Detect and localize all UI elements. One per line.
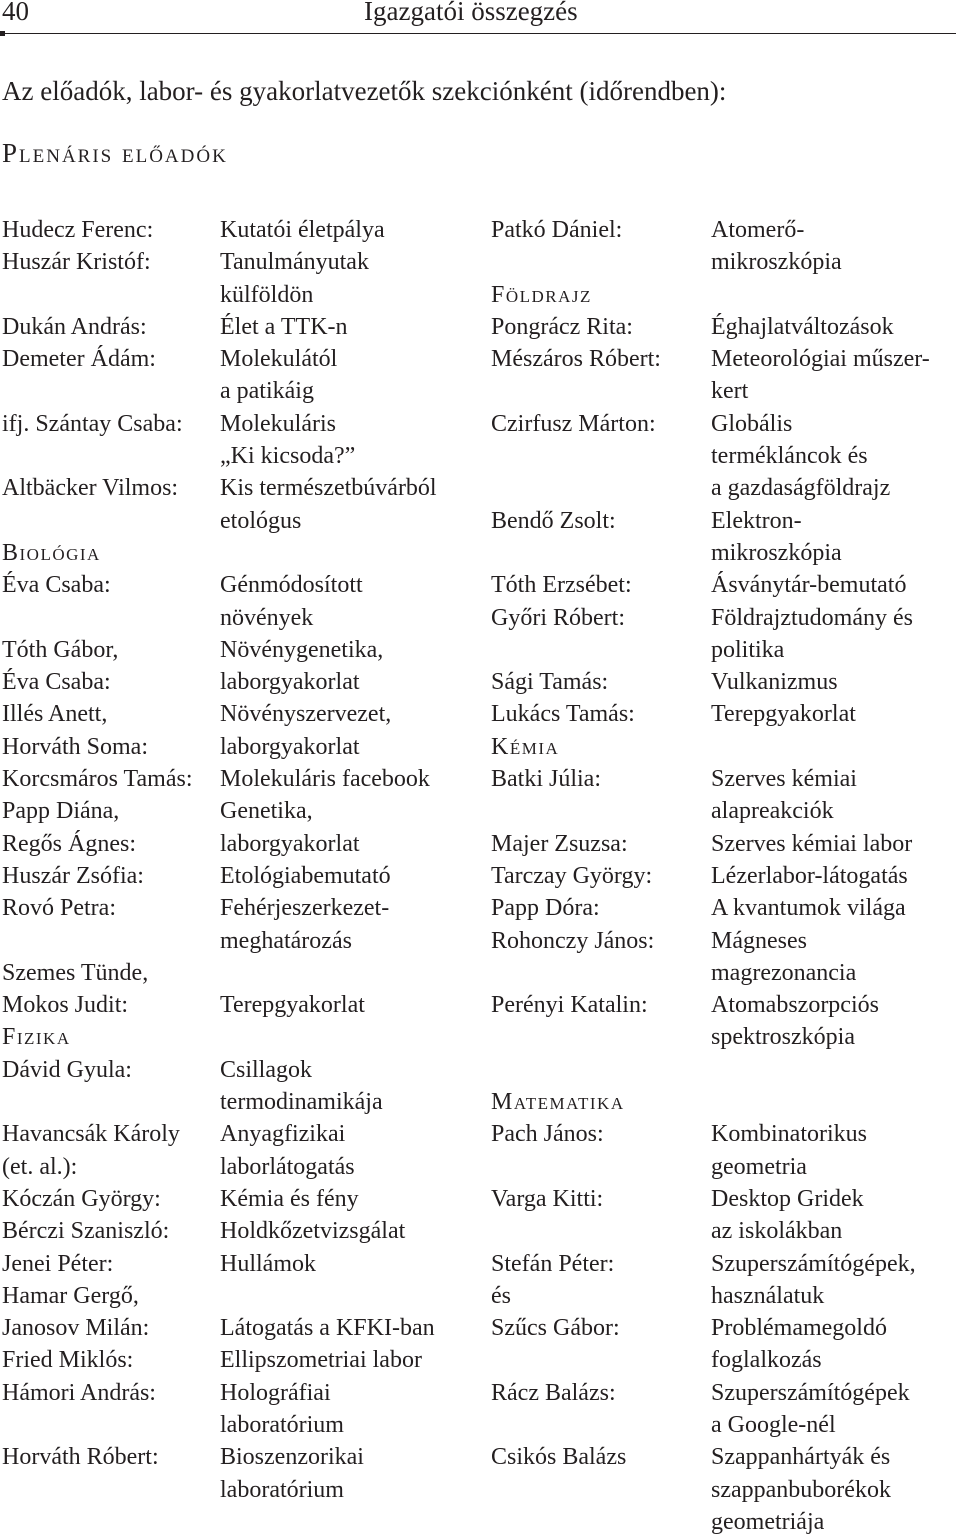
program-entry <box>2 892 437 957</box>
name-line: Mészáros Róbert: <box>491 346 661 373</box>
name-line <box>2 1474 220 1506</box>
topic-line: Szerves kémiai <box>711 766 857 793</box>
name-line: Csikós Balázs <box>491 1444 627 1471</box>
program-entry <box>2 569 437 634</box>
presenter-name <box>2 569 220 634</box>
topic-line: szappanbuborékok <box>711 1476 891 1503</box>
topic-line: Terepgyakorlat <box>220 992 365 1019</box>
presenter-name <box>491 343 711 408</box>
session-topic <box>711 828 912 860</box>
session-topic <box>711 408 890 505</box>
presenter-name <box>491 1441 711 1538</box>
topic-line: geometriája <box>711 1508 825 1535</box>
topic-line: Látogatás a KFKI-ban <box>220 1315 435 1342</box>
name-line: Pongrácz Rita: <box>491 313 633 340</box>
presenter-name <box>491 828 711 860</box>
topic-line: Molekuláris facebook <box>220 766 430 793</box>
name-line <box>491 1151 711 1183</box>
name-line: Regős Ágnes: <box>2 830 136 857</box>
presenter-name <box>2 763 220 795</box>
section-heading: Fizika <box>2 1024 71 1051</box>
name-line: Altbäcker Vilmos: <box>2 475 179 502</box>
right-column <box>491 214 930 1538</box>
name-line: Pach János: <box>491 1121 604 1148</box>
name-line: Bérczi Szaniszló: <box>2 1218 170 1245</box>
presenter-name <box>2 246 220 311</box>
topic-line: Vulkanizmus <box>711 669 838 696</box>
program-entry <box>2 860 437 892</box>
name-line: Szűcs Gábor: <box>491 1315 620 1342</box>
topic-line: Fehérjeszerkezet- <box>220 895 390 922</box>
program-entry <box>2 1248 437 1280</box>
topic-line: termékláncok és <box>711 443 868 470</box>
presenter-name <box>491 505 711 570</box>
name-line <box>491 440 711 472</box>
name-line <box>2 279 220 311</box>
program-entry <box>2 698 437 763</box>
session-topic <box>220 472 437 537</box>
presenter-name <box>491 214 711 279</box>
topic-line: Holdkőzetvizsgálat <box>220 1218 406 1245</box>
header-rule-marker <box>0 31 5 36</box>
topic-line: etológus <box>220 507 302 534</box>
topic-line: Kémia és fény <box>220 1185 359 1212</box>
session-topic <box>220 1248 316 1280</box>
presenter-name <box>2 1054 220 1119</box>
presenter-name <box>2 957 220 1022</box>
session-topic <box>711 1312 887 1377</box>
name-line: ifj. Szántay Csaba: <box>2 410 183 437</box>
topic-line: laboratórium <box>220 1476 344 1503</box>
session-topic <box>220 860 391 892</box>
presenter-name <box>2 892 220 957</box>
name-line <box>491 1021 711 1053</box>
session-topic <box>711 1377 910 1442</box>
program-entry <box>2 214 437 246</box>
name-line: Mokos Judit: <box>2 992 129 1019</box>
session-topic <box>220 1344 422 1376</box>
name-line <box>2 1409 220 1441</box>
program-entry <box>491 408 930 505</box>
session-topic <box>220 214 385 246</box>
topic-line: Növénygenetika, <box>220 636 384 663</box>
topic-line: foglalkozás <box>711 1347 822 1374</box>
session-topic <box>220 892 389 957</box>
name-line: Majer Zsuzsa: <box>491 830 628 857</box>
topic-line: Problémamegoldó <box>711 1315 887 1342</box>
session-topic <box>220 1215 405 1247</box>
program-entry <box>2 408 437 473</box>
topic-line: Holográfiai <box>220 1379 331 1406</box>
name-line <box>491 472 711 504</box>
program-entry <box>491 828 930 860</box>
presenter-name <box>2 1183 220 1215</box>
session-topic <box>220 569 363 634</box>
name-line <box>2 440 220 472</box>
program-entry <box>2 246 437 311</box>
name-line: Papp Diána, <box>2 798 120 825</box>
presenter-name <box>491 602 711 667</box>
name-line: Rovó Petra: <box>2 895 116 922</box>
section-heading: Matematika <box>491 1089 625 1116</box>
program-entry <box>2 795 437 860</box>
program-entry <box>2 1118 437 1183</box>
program-entry <box>491 1248 930 1313</box>
session-topic <box>220 311 348 343</box>
topic-line: Növényszervezet, <box>220 701 392 728</box>
program-entry <box>491 505 930 570</box>
topic-line: Lézerlabor-látogatás <box>711 862 908 889</box>
topic-line: Anyagfizikai <box>220 1121 346 1148</box>
session-topic <box>711 892 906 924</box>
presenter-name <box>491 763 711 828</box>
name-line: Horváth Soma: <box>2 733 148 760</box>
topic-line: Bioszenzorikai <box>220 1444 364 1471</box>
topic-line: az iskolákban <box>711 1218 843 1245</box>
session-topic <box>711 602 913 667</box>
topic-line: Génmódosított <box>220 572 363 599</box>
topic-line: laborgyakorlat <box>220 830 360 857</box>
topic-line: Genetika, <box>220 798 313 825</box>
topic-line: magrezonancia <box>711 959 857 986</box>
session-topic <box>711 925 856 990</box>
presenter-name <box>2 795 220 860</box>
session-topic <box>220 957 365 1022</box>
topic-line: Szerves kémiai labor <box>711 830 913 857</box>
presenter-name <box>2 1215 220 1247</box>
presenter-name <box>491 666 711 698</box>
presenter-name <box>2 343 220 408</box>
program-entry <box>2 1280 437 1345</box>
topic-line: Mágneses <box>711 927 807 954</box>
topic-line: laborgyakorlat <box>220 733 360 760</box>
left-column <box>2 214 437 1506</box>
name-line <box>491 634 711 666</box>
name-line: Lukács Tamás: <box>491 701 635 728</box>
topic-line: Csillagok <box>220 1056 313 1083</box>
presenter-name <box>2 1248 220 1280</box>
session-topic <box>220 408 355 473</box>
presenter-name <box>2 1280 220 1345</box>
name-line: Patkó Dániel: <box>491 217 623 243</box>
topic-line: A kvantumok világa <box>711 895 906 922</box>
program-entry <box>2 472 437 537</box>
presenter-name <box>491 1118 711 1183</box>
name-line: és <box>491 1282 511 1309</box>
program-entry <box>491 763 930 828</box>
session-topic <box>220 1441 364 1506</box>
name-line <box>491 537 711 569</box>
name-line: Horváth Róbert: <box>2 1444 159 1471</box>
session-topic <box>711 505 842 570</box>
name-line: Sági Tamás: <box>491 669 609 696</box>
topic-line: „Ki kicsoda?” <box>220 443 356 470</box>
program-entry <box>2 343 437 408</box>
name-line: Kóczán György: <box>2 1185 161 1212</box>
program-entry <box>491 1183 930 1248</box>
topic-line: használatuk <box>711 1282 825 1309</box>
intro-sentence: Az előadók, labor- és gyakorlatvezetők szekciónként (időrendben): <box>2 76 727 106</box>
topic-line: Ellipszometriai labor <box>220 1347 422 1374</box>
presenter-name <box>491 892 711 924</box>
session-topic <box>220 763 430 795</box>
topic-line: Kombinatorikus <box>711 1121 867 1148</box>
name-line <box>491 375 711 407</box>
program-entry <box>2 634 437 699</box>
program-entry <box>491 602 930 667</box>
topic-line: laborgyakorlat <box>220 669 360 696</box>
session-topic <box>711 989 879 1054</box>
name-line: Dukán András: <box>2 313 147 340</box>
topic-line: kert <box>711 378 749 405</box>
presenter-name <box>491 1183 711 1248</box>
section-heading: Biológia <box>2 539 101 566</box>
name-line: Bendő Zsolt: <box>491 507 616 534</box>
topic-line: a gazdaságföldrajz <box>711 475 891 502</box>
session-topic <box>220 1183 359 1215</box>
name-line <box>491 1474 711 1506</box>
header-rule <box>0 33 956 34</box>
presenter-name <box>2 311 220 343</box>
topic-line: Éghajlatváltozások <box>711 313 894 340</box>
name-line: (et. al.): <box>2 1153 78 1180</box>
program-entry <box>491 989 930 1054</box>
program-entry <box>2 1441 437 1506</box>
topic-line: Terepgyakorlat <box>711 701 856 728</box>
presenter-name <box>2 698 220 763</box>
name-line: Demeter Ádám: <box>2 346 156 373</box>
topic-line: Kutatói életpálya <box>220 217 385 243</box>
name-line: Dávid Gyula: <box>2 1056 132 1083</box>
name-line: Hudecz Ferenc: <box>2 217 154 243</box>
name-line: Hamar Gergő, <box>2 1282 139 1309</box>
name-line <box>491 1506 711 1538</box>
topic-line: Ásványtár-bemutató <box>711 572 907 599</box>
section-heading: Kémia <box>491 733 560 760</box>
topic-line: külföldön <box>220 281 314 308</box>
name-line: Éva Csaba: <box>2 572 111 599</box>
topic-line: geometria <box>711 1153 807 1180</box>
session-topic <box>220 634 383 699</box>
program-entry <box>491 860 930 892</box>
topic-line: Tanulmányutak <box>220 249 369 276</box>
program-entry <box>2 311 437 343</box>
presenter-name <box>2 860 220 892</box>
presenter-name <box>491 698 711 730</box>
topic-line: Szuperszámítógépek, <box>711 1250 916 1277</box>
session-topic <box>711 311 894 343</box>
name-line: Illés Anett, <box>2 701 108 728</box>
topic-line: mikroszkópia <box>711 249 842 276</box>
topic-line: termodinamikája <box>220 1089 383 1116</box>
section-heading: Földrajz <box>491 281 592 308</box>
name-line: Stefán Péter: <box>491 1250 615 1277</box>
program-entry <box>2 1215 437 1247</box>
program-entry <box>2 1054 437 1119</box>
session-topic <box>220 698 391 763</box>
name-line: Janosov Milán: <box>2 1315 150 1342</box>
name-line: Tóth Gábor, <box>2 636 119 663</box>
topic-line: növények <box>220 604 314 631</box>
program-entry <box>491 1118 930 1183</box>
program-entry <box>491 569 930 601</box>
name-line <box>2 1086 220 1118</box>
topic-line: Földrajztudomány és <box>711 604 913 631</box>
name-line: Éva Csaba: <box>2 669 111 696</box>
program-entry <box>491 698 930 730</box>
program-entry <box>491 311 930 343</box>
session-topic <box>220 1377 344 1442</box>
name-line: Varga Kitti: <box>491 1185 604 1212</box>
topic-line: Molekuláris <box>220 410 336 437</box>
session-topic <box>711 860 908 892</box>
name-line <box>491 795 711 827</box>
program-entry <box>2 1344 437 1376</box>
topic-line: Kis természetbúvárból <box>220 475 437 502</box>
topic-line: politika <box>711 636 785 663</box>
name-line <box>491 1344 711 1376</box>
program-entry <box>491 214 930 279</box>
topic-line: Desktop Gridek <box>711 1185 864 1212</box>
name-line <box>2 925 220 957</box>
presenter-name <box>2 1118 220 1183</box>
program-entry <box>2 763 437 795</box>
program-entry <box>491 1377 930 1442</box>
session-topic <box>711 214 842 279</box>
name-line <box>2 375 220 407</box>
presenter-name <box>491 311 711 343</box>
topic-line: alapreakciók <box>711 798 834 825</box>
topic-line: Atomerő- <box>711 217 805 243</box>
name-line <box>491 1215 711 1247</box>
presenter-name <box>491 925 711 990</box>
topic-line: Szappanhártyák és <box>711 1444 891 1471</box>
session-topic <box>220 1118 355 1183</box>
topic-line <box>220 957 365 989</box>
name-line: Hámori András: <box>2 1379 156 1406</box>
name-line: Rácz Balázs: <box>491 1379 616 1406</box>
name-line: Papp Dóra: <box>491 895 600 922</box>
topic-line: Szuperszámítógépek <box>711 1379 910 1406</box>
program-entry <box>491 1441 930 1538</box>
name-line: Huszár Kristóf: <box>2 249 151 276</box>
presenter-name <box>491 1312 711 1377</box>
presenter-name <box>2 634 220 699</box>
topic-line: mikroszkópia <box>711 539 842 566</box>
presenter-name <box>491 569 711 601</box>
name-line: Szemes Tünde, <box>2 959 149 986</box>
name-line: Jenei Péter: <box>2 1250 114 1277</box>
session-topic <box>220 246 369 311</box>
session-topic <box>220 795 360 860</box>
topic-line: Hullámok <box>220 1250 316 1277</box>
topic-line: a patikáig <box>220 378 314 405</box>
program-entry <box>491 666 930 698</box>
session-topic <box>711 569 906 601</box>
session-topic <box>711 1118 867 1183</box>
session-topic <box>711 763 857 828</box>
program-entry <box>491 892 930 924</box>
session-topic <box>711 666 838 698</box>
name-line <box>491 246 711 278</box>
session-topic <box>220 1280 435 1345</box>
program-entry <box>491 1312 930 1377</box>
topic-line: Globális <box>711 410 793 437</box>
name-line: Havancsák Károly <box>2 1121 180 1148</box>
name-line: Tarczay György: <box>491 862 653 889</box>
program-entry <box>2 1183 437 1215</box>
presenter-name <box>2 1344 220 1376</box>
name-line: Tóth Erzsébet: <box>491 572 632 599</box>
name-line: Rohonczy János: <box>491 927 655 954</box>
topic-line: laborlátogatás <box>220 1153 355 1180</box>
program-entry <box>2 957 437 1022</box>
page-number: 40 <box>2 0 29 26</box>
presenter-name <box>491 860 711 892</box>
topic-line: Molekulától <box>220 346 338 373</box>
topic-line: meghatározás <box>220 927 352 954</box>
name-line: Czirfusz Márton: <box>491 410 656 437</box>
session-topic <box>711 343 930 408</box>
presenter-name <box>491 1377 711 1442</box>
presenter-name <box>2 408 220 473</box>
presenter-name <box>491 408 711 505</box>
program-entry <box>491 343 930 408</box>
presenter-name <box>2 472 220 537</box>
presenter-name <box>2 214 220 246</box>
presenter-name <box>491 989 711 1054</box>
name-line: Győri Róbert: <box>491 604 625 631</box>
topic-line: spektroszkópia <box>711 1024 855 1051</box>
name-line: Huszár Zsófia: <box>2 862 144 889</box>
topic-line: Elektron- <box>711 507 802 534</box>
topic-line: Élet a TTK-n <box>220 313 348 340</box>
presenter-name <box>2 1377 220 1442</box>
topic-line: a Google-nél <box>711 1411 836 1438</box>
topic-line: Meteorológiai műszer- <box>711 346 930 373</box>
page-header <box>0 0 960 36</box>
session-topic <box>711 1248 916 1313</box>
section-title: Plenáris előadók <box>2 138 228 168</box>
topic-line: Atomabszorpciós <box>711 992 879 1019</box>
session-topic <box>220 343 337 408</box>
topic-line: laboratórium <box>220 1411 344 1438</box>
session-topic <box>711 1183 864 1248</box>
name-line <box>491 1409 711 1441</box>
name-line: Batki Júlia: <box>491 766 601 793</box>
program-entry <box>491 925 930 990</box>
session-topic <box>711 698 856 730</box>
topic-line: Etológiabemutató <box>220 862 391 889</box>
name-line <box>2 602 220 634</box>
session-topic <box>220 1054 383 1119</box>
name-line <box>491 957 711 989</box>
name-line: Perényi Katalin: <box>491 992 648 1019</box>
presenter-name <box>2 1441 220 1506</box>
presenter-name <box>491 1248 711 1313</box>
program-entry <box>2 1377 437 1442</box>
name-line: Korcsmáros Tamás: <box>2 766 193 793</box>
name-line: Fried Miklós: <box>2 1347 134 1374</box>
session-topic <box>711 1441 891 1538</box>
blank-line <box>491 1054 930 1086</box>
name-line <box>2 505 220 537</box>
running-title: Igazgatói összegzés <box>364 0 578 26</box>
topic-line <box>220 1280 435 1312</box>
